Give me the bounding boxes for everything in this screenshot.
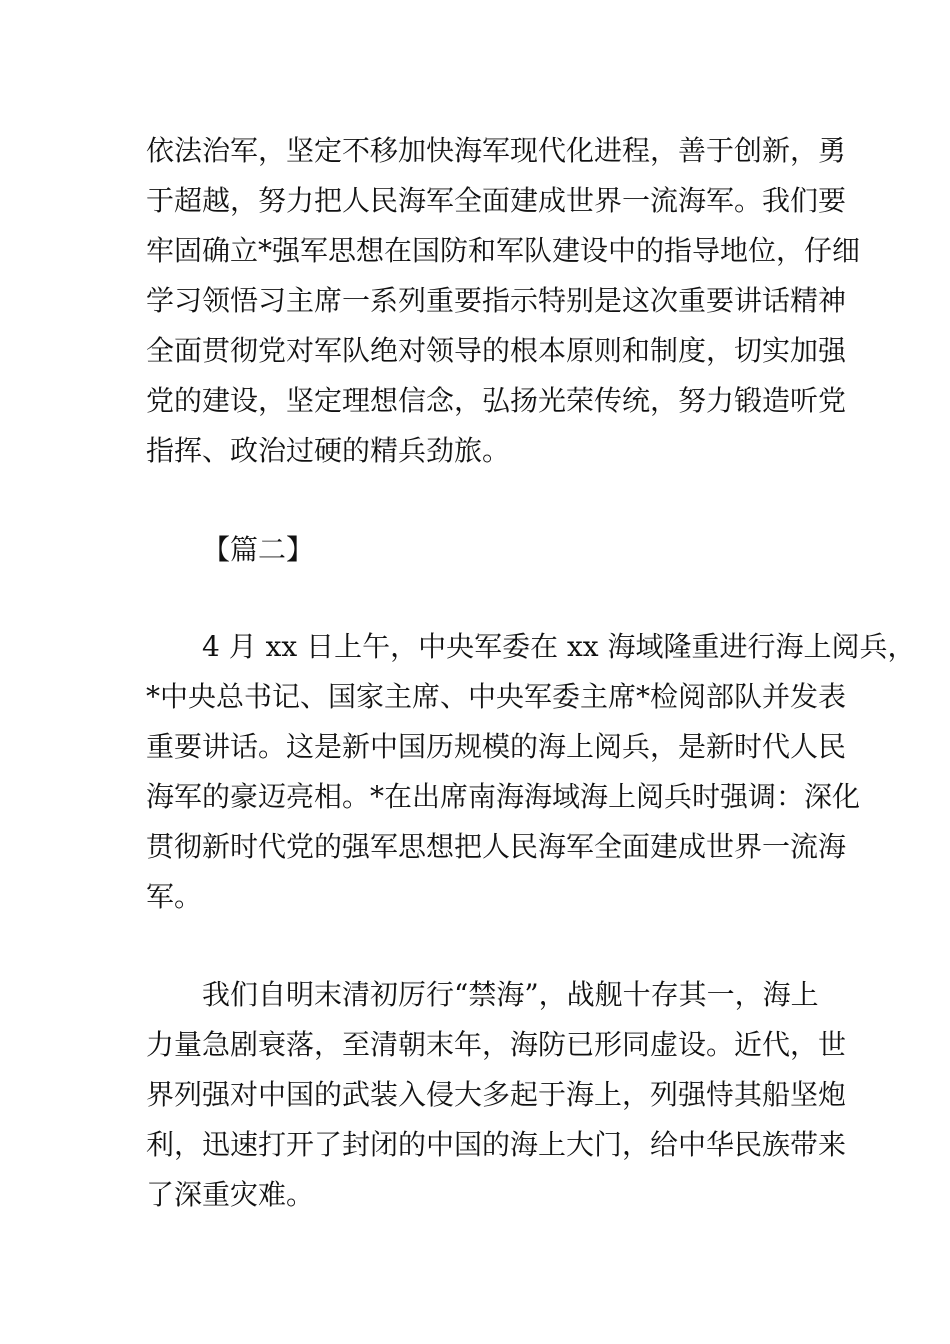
- paragraph-line: 依法治军，坚定不移加快海军现代化进程，善于创新，勇: [146, 134, 847, 167]
- paragraph-line: 了深重灾难。: [146, 1178, 315, 1211]
- paragraph-line: 党的建设，坚定理想信念，弘扬光荣传统，努力锻造听党: [146, 384, 847, 417]
- paragraph-line: 牢固确立*强军思想在国防和军队建设中的指导地位，仔细: [146, 234, 861, 267]
- paragraph-line: 全面贯彻党对军队绝对领导的根本原则和制度，切实加强: [146, 334, 847, 367]
- section-heading-text: 【篇二】: [202, 533, 315, 566]
- paragraph-line: *中央总书记、国家主席、中央军委主席*检阅部队并发表: [146, 680, 847, 713]
- paragraph-line: 力量急剧衰落，至清朝末年，海防已形同虚设。近代，世: [146, 1028, 847, 1061]
- paragraph-line: 我们自明末清初厉行“禁海”，战舰十存其一，海上: [202, 978, 819, 1011]
- paragraph-line: 重要讲话。这是新中国历规模的海上阅兵，是新时代人民: [146, 730, 847, 763]
- paragraph-line: 海军的豪迈亮相。*在出席南海海域海上阅兵时强调：深化: [146, 780, 861, 813]
- paragraph-line: 指挥、政治过硬的精兵劲旅。: [146, 434, 511, 467]
- paragraph-line: 于超越，努力把人民海军全面建成世界一流海军。我们要: [146, 184, 847, 217]
- paragraph-line: 学习领悟习主席一系列重要指示特别是这次重要讲话精神: [146, 284, 847, 317]
- paragraph-line: 4 月 xx 日上午，中央军委在 xx 海域隆重进行海上阅兵，: [202, 630, 916, 663]
- paragraph-1: [146, 126, 861, 476]
- paragraph-line: 贯彻新时代党的强军思想把人民海军全面建成世界一流海: [146, 830, 847, 863]
- paragraph-line: 界列强对中国的武装入侵大多起于海上，列强恃其船坚炮: [146, 1078, 847, 1111]
- paragraph-3: [146, 970, 847, 1220]
- paragraph-line: 军。: [146, 880, 203, 913]
- section-heading: [146, 525, 816, 575]
- paragraph-2: [146, 622, 916, 922]
- paragraph-line: 利，迅速打开了封闭的中国的海上大门，给中华民族带来: [146, 1128, 847, 1161]
